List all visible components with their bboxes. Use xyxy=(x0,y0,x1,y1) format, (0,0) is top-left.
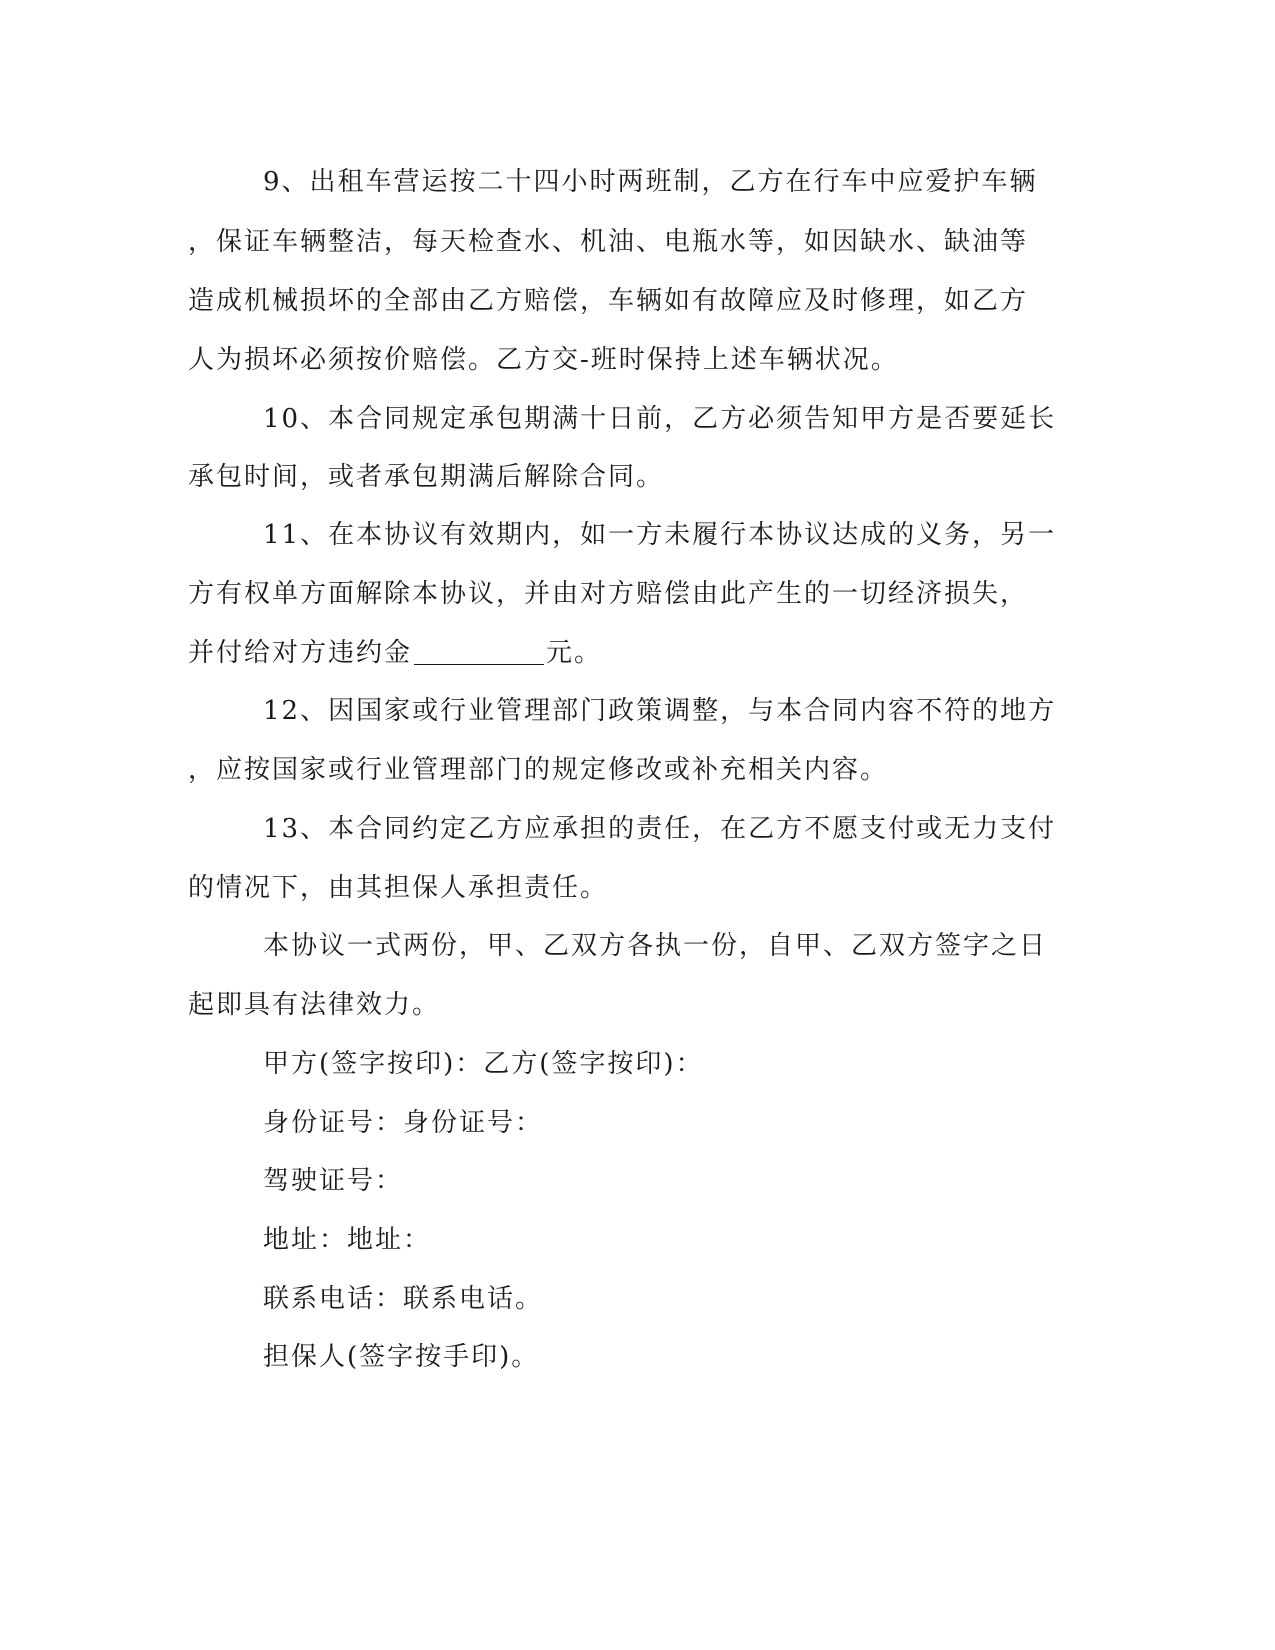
clause-10-line-2: 承包时间，或者承包期满后解除合同。 xyxy=(188,462,665,492)
clause-9-line-1: 9、出租车营运按二十四小时两班制，乙方在行车中应爱护车辆 xyxy=(263,167,1038,197)
copies-clause-line-1: 本协议一式两份，甲、乙双方各执一份，自甲、乙双方签字之日 xyxy=(263,931,1048,961)
address-fields: 地址：地址： xyxy=(263,1225,432,1255)
clause-11-line-2: 方有权单方面解除本协议，并由对方赔偿由此产生的一切经济损失， xyxy=(188,579,1029,609)
clause-9-line-4: 人为损坏必须按价赔偿。乙方交-班时保持上述车辆状况。 xyxy=(188,345,899,375)
clause-9-line-2: ，保证车辆整洁，每天检查水、机油、电瓶水等，如因缺水、缺油等 xyxy=(188,227,1029,257)
clause-12-line-1: 12、因国家或行业管理部门政策调整，与本合同内容不符的地方 xyxy=(263,696,1057,726)
penalty-amount-blank xyxy=(414,638,544,665)
clause-13-line-1: 13、本合同约定乙方应承担的责任，在乙方不愿支付或无力支付 xyxy=(263,814,1057,844)
signature-parties: 甲方(签字按印)：乙方(签字按印)： xyxy=(263,1049,704,1079)
penalty-label: 并付给对方违约金 xyxy=(188,638,413,668)
clause-11-line-3 xyxy=(188,637,602,669)
clause-12-line-2: ，应按国家或行业管理部门的规定修改或补充相关内容。 xyxy=(188,755,889,785)
clause-11-line-1: 11、在本协议有效期内，如一方未履行本协议达成的义务，另一 xyxy=(263,520,1057,550)
guarantor-signature: 担保人(签字按手印)。 xyxy=(263,1342,540,1372)
id-number-fields: 身份证号：身份证号： xyxy=(263,1108,544,1138)
penalty-unit: 元。 xyxy=(546,638,603,668)
copies-clause-line-2: 起即具有法律效力。 xyxy=(188,990,441,1020)
clause-10-line-1: 10、本合同规定承包期满十日前，乙方必须告知甲方是否要延长 xyxy=(263,404,1057,434)
phone-fields: 联系电话：联系电话。 xyxy=(263,1284,544,1314)
clause-13-line-2: 的情况下，由其担保人承担责任。 xyxy=(188,873,609,903)
driver-license-field: 驾驶证号： xyxy=(263,1166,404,1196)
clause-9-line-3: 造成机械损坏的全部由乙方赔偿，车辆如有故障应及时修理，如乙方 xyxy=(188,286,1029,316)
